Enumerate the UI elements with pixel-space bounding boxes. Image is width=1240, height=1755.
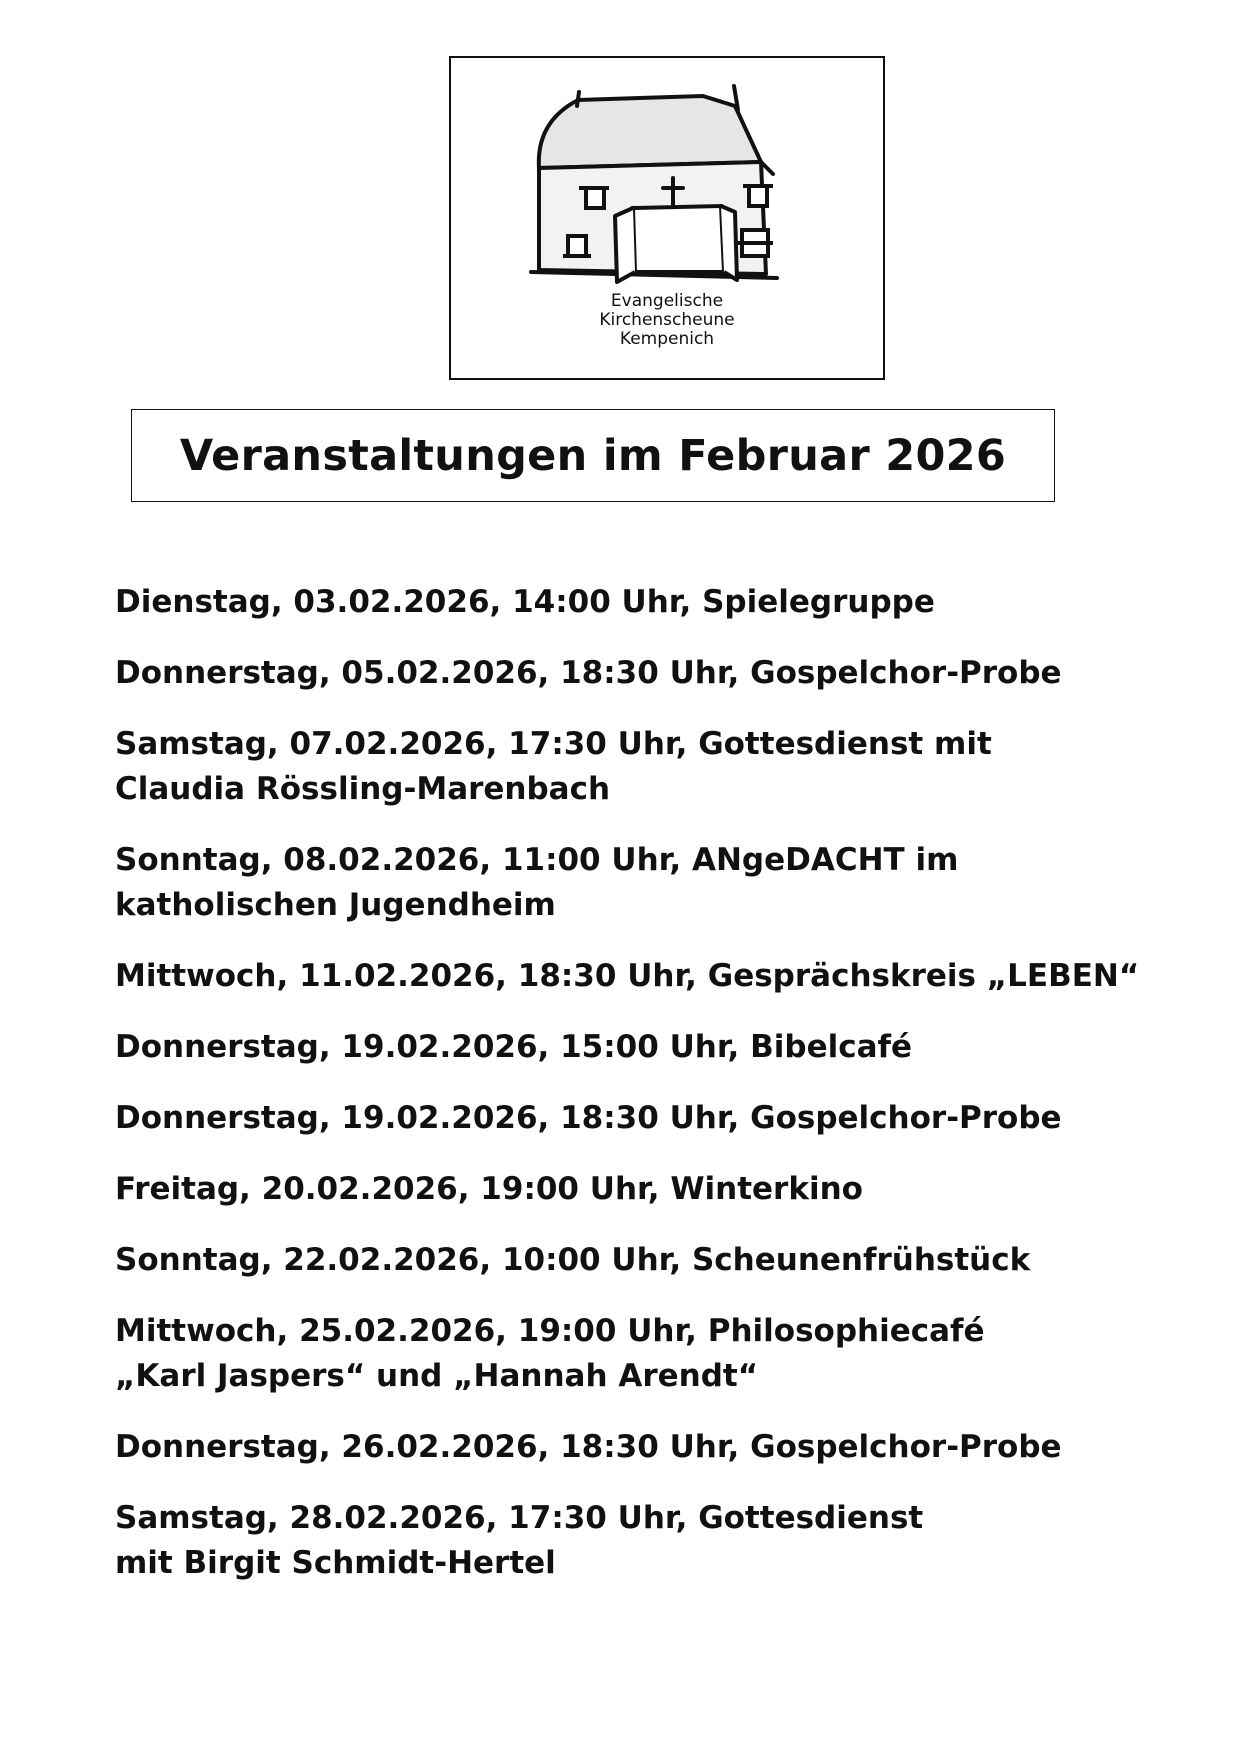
event-line: Sonntag, 08.02.2026, 11:00 Uhr, ANgeDACHT im [115, 842, 959, 878]
event-item [115, 1025, 1215, 1070]
event-item [115, 1425, 1215, 1470]
event-line: Dienstag, 03.02.2026, 14:00 Uhr, Spielegruppe [115, 584, 935, 620]
event-line: Donnerstag, 26.02.2026, 18:30 Uhr, Gospelchor-Probe [115, 1429, 1062, 1465]
event-item [115, 954, 1215, 999]
event-item [115, 1309, 1215, 1399]
event-line: Mittwoch, 11.02.2026, 18:30 Uhr, Gesprächskreis „LEBEN“ [115, 958, 1140, 994]
event-line: Donnerstag, 19.02.2026, 15:00 Uhr, Bibelcafé [115, 1029, 913, 1065]
event-item [115, 838, 1215, 928]
event-item [115, 1238, 1215, 1283]
event-line: Samstag, 07.02.2026, 17:30 Uhr, Gottesdienst mit [115, 726, 992, 762]
event-line: Freitag, 20.02.2026, 19:00 Uhr, Winterkino [115, 1171, 863, 1207]
page-title: Veranstaltungen im Februar 2026 [179, 430, 1007, 481]
event-line: Samstag, 28.02.2026, 17:30 Uhr, Gottesdienst [115, 1500, 924, 1536]
logo [449, 56, 885, 380]
event-line: Donnerstag, 05.02.2026, 18:30 Uhr, Gospelchor-Probe [115, 655, 1062, 691]
event-line: Mittwoch, 25.02.2026, 19:00 Uhr, Philosophiecafé [115, 1313, 985, 1349]
logo-text [451, 292, 883, 349]
event-line: Sonntag, 22.02.2026, 10:00 Uhr, Scheunenfrühstück [115, 1242, 1031, 1278]
event-list [115, 580, 1215, 1612]
logo-line: Kirchenscheune [599, 310, 735, 330]
event-item [115, 1496, 1215, 1586]
event-line-continued: mit Birgit Schmidt-Hertel [115, 1545, 556, 1581]
logo-line: Kempenich [619, 329, 715, 349]
event-item [115, 722, 1215, 812]
event-line: Donnerstag, 19.02.2026, 18:30 Uhr, Gospelchor-Probe [115, 1100, 1062, 1136]
event-line-continued: „Karl Jaspers“ und „Hannah Arendt“ [115, 1358, 759, 1394]
event-item [115, 580, 1215, 625]
title-box [131, 409, 1055, 502]
logo-line: Evangelische [610, 291, 724, 311]
event-item [115, 651, 1215, 696]
event-line-continued: Claudia Rössling-Marenbach [115, 771, 611, 807]
event-item [115, 1096, 1215, 1141]
event-item [115, 1167, 1215, 1212]
event-line-continued: katholischen Jugendheim [115, 887, 556, 923]
